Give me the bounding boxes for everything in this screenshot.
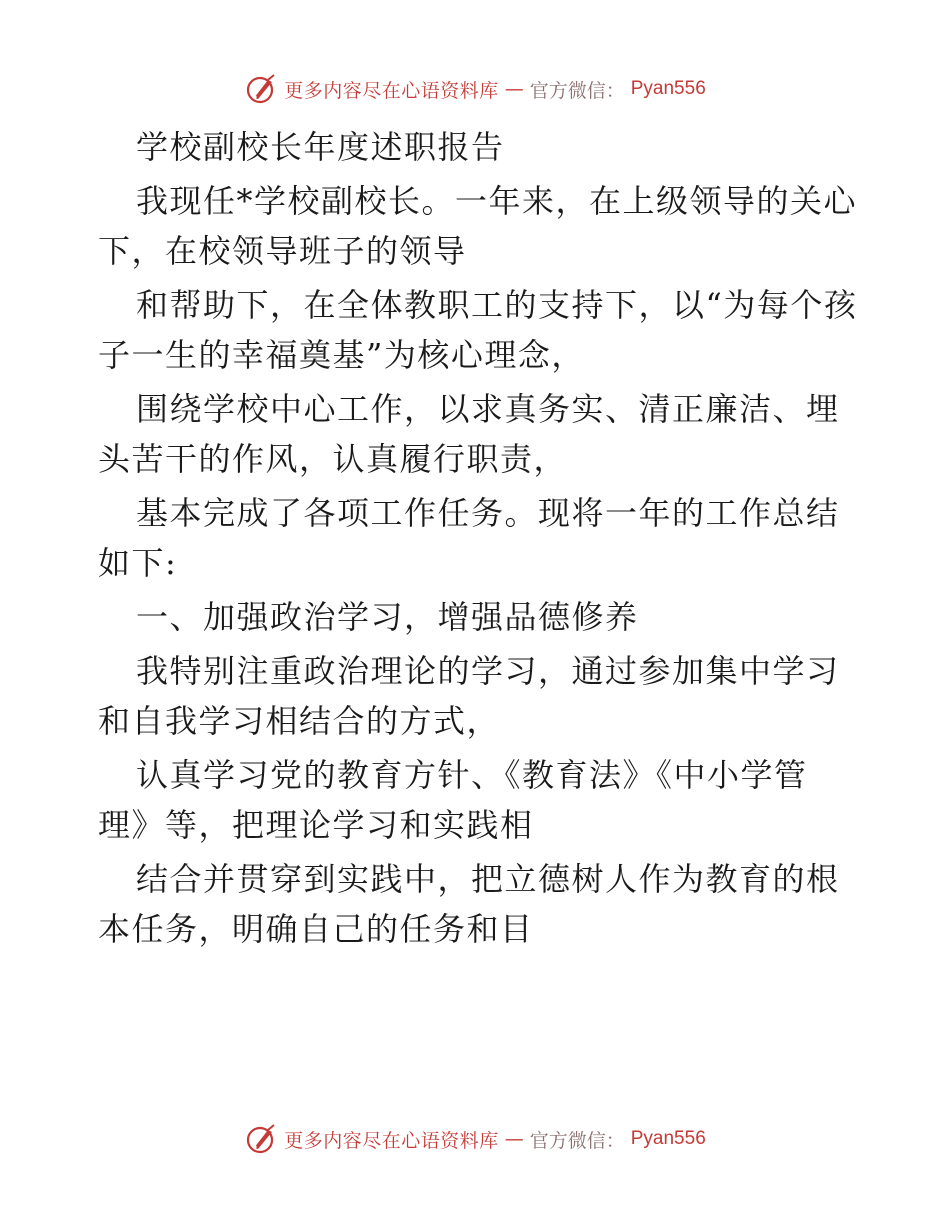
quill-logo-icon xyxy=(244,1122,278,1156)
paragraph: 我特别注重政治理论的学习，通过参加集中学习和自我学习相结合的方式， xyxy=(98,652,840,740)
paragraph: 和帮助下，在全体教职工的支持下，以“为每个孩子一生的幸福奠基”为核心理念， xyxy=(98,286,858,374)
watermark-separator: — xyxy=(504,78,524,100)
paragraph: 基本完成了各项工作任务。现将一年的工作总结如下: xyxy=(98,494,840,582)
watermark-banner-top xyxy=(0,72,950,106)
document-title: 学校副校长年度述职报告 xyxy=(136,128,505,166)
watermark-site-text: 更多内容尽在心语资料库 xyxy=(284,79,499,102)
document-body xyxy=(98,122,858,958)
paragraph: 我现任*学校副校长。一年来，在上级领导的关心下，在校领导班子的领导 xyxy=(98,182,858,270)
watermark-separator: — xyxy=(504,1128,524,1150)
section-heading: 一、加强政治学习，增强品德修养 xyxy=(136,598,639,636)
paragraph: 围绕学校中心工作，以求真务实、清正廉洁、埋头苦干的作风，认真履行职责， xyxy=(98,390,840,478)
watermark-wechat-label: 官方微信： xyxy=(529,79,625,102)
quill-logo-icon xyxy=(244,72,278,106)
paragraph: 认真学习党的教育方针、《教育法》《中小学管理》等，把理论学习和实践相 xyxy=(98,756,808,844)
watermark-wechat-label: 官方微信： xyxy=(529,1129,625,1152)
watermark-wechat-id: Pyan556 xyxy=(630,78,706,99)
paragraph: 结合并贯穿到实践中，把立德树人作为教育的根本任务，明确自己的任务和目 xyxy=(98,860,840,948)
watermark-wechat-id: Pyan556 xyxy=(630,1128,706,1149)
watermark-site-text: 更多内容尽在心语资料库 xyxy=(284,1129,499,1152)
watermark-banner-bottom xyxy=(0,1122,950,1156)
